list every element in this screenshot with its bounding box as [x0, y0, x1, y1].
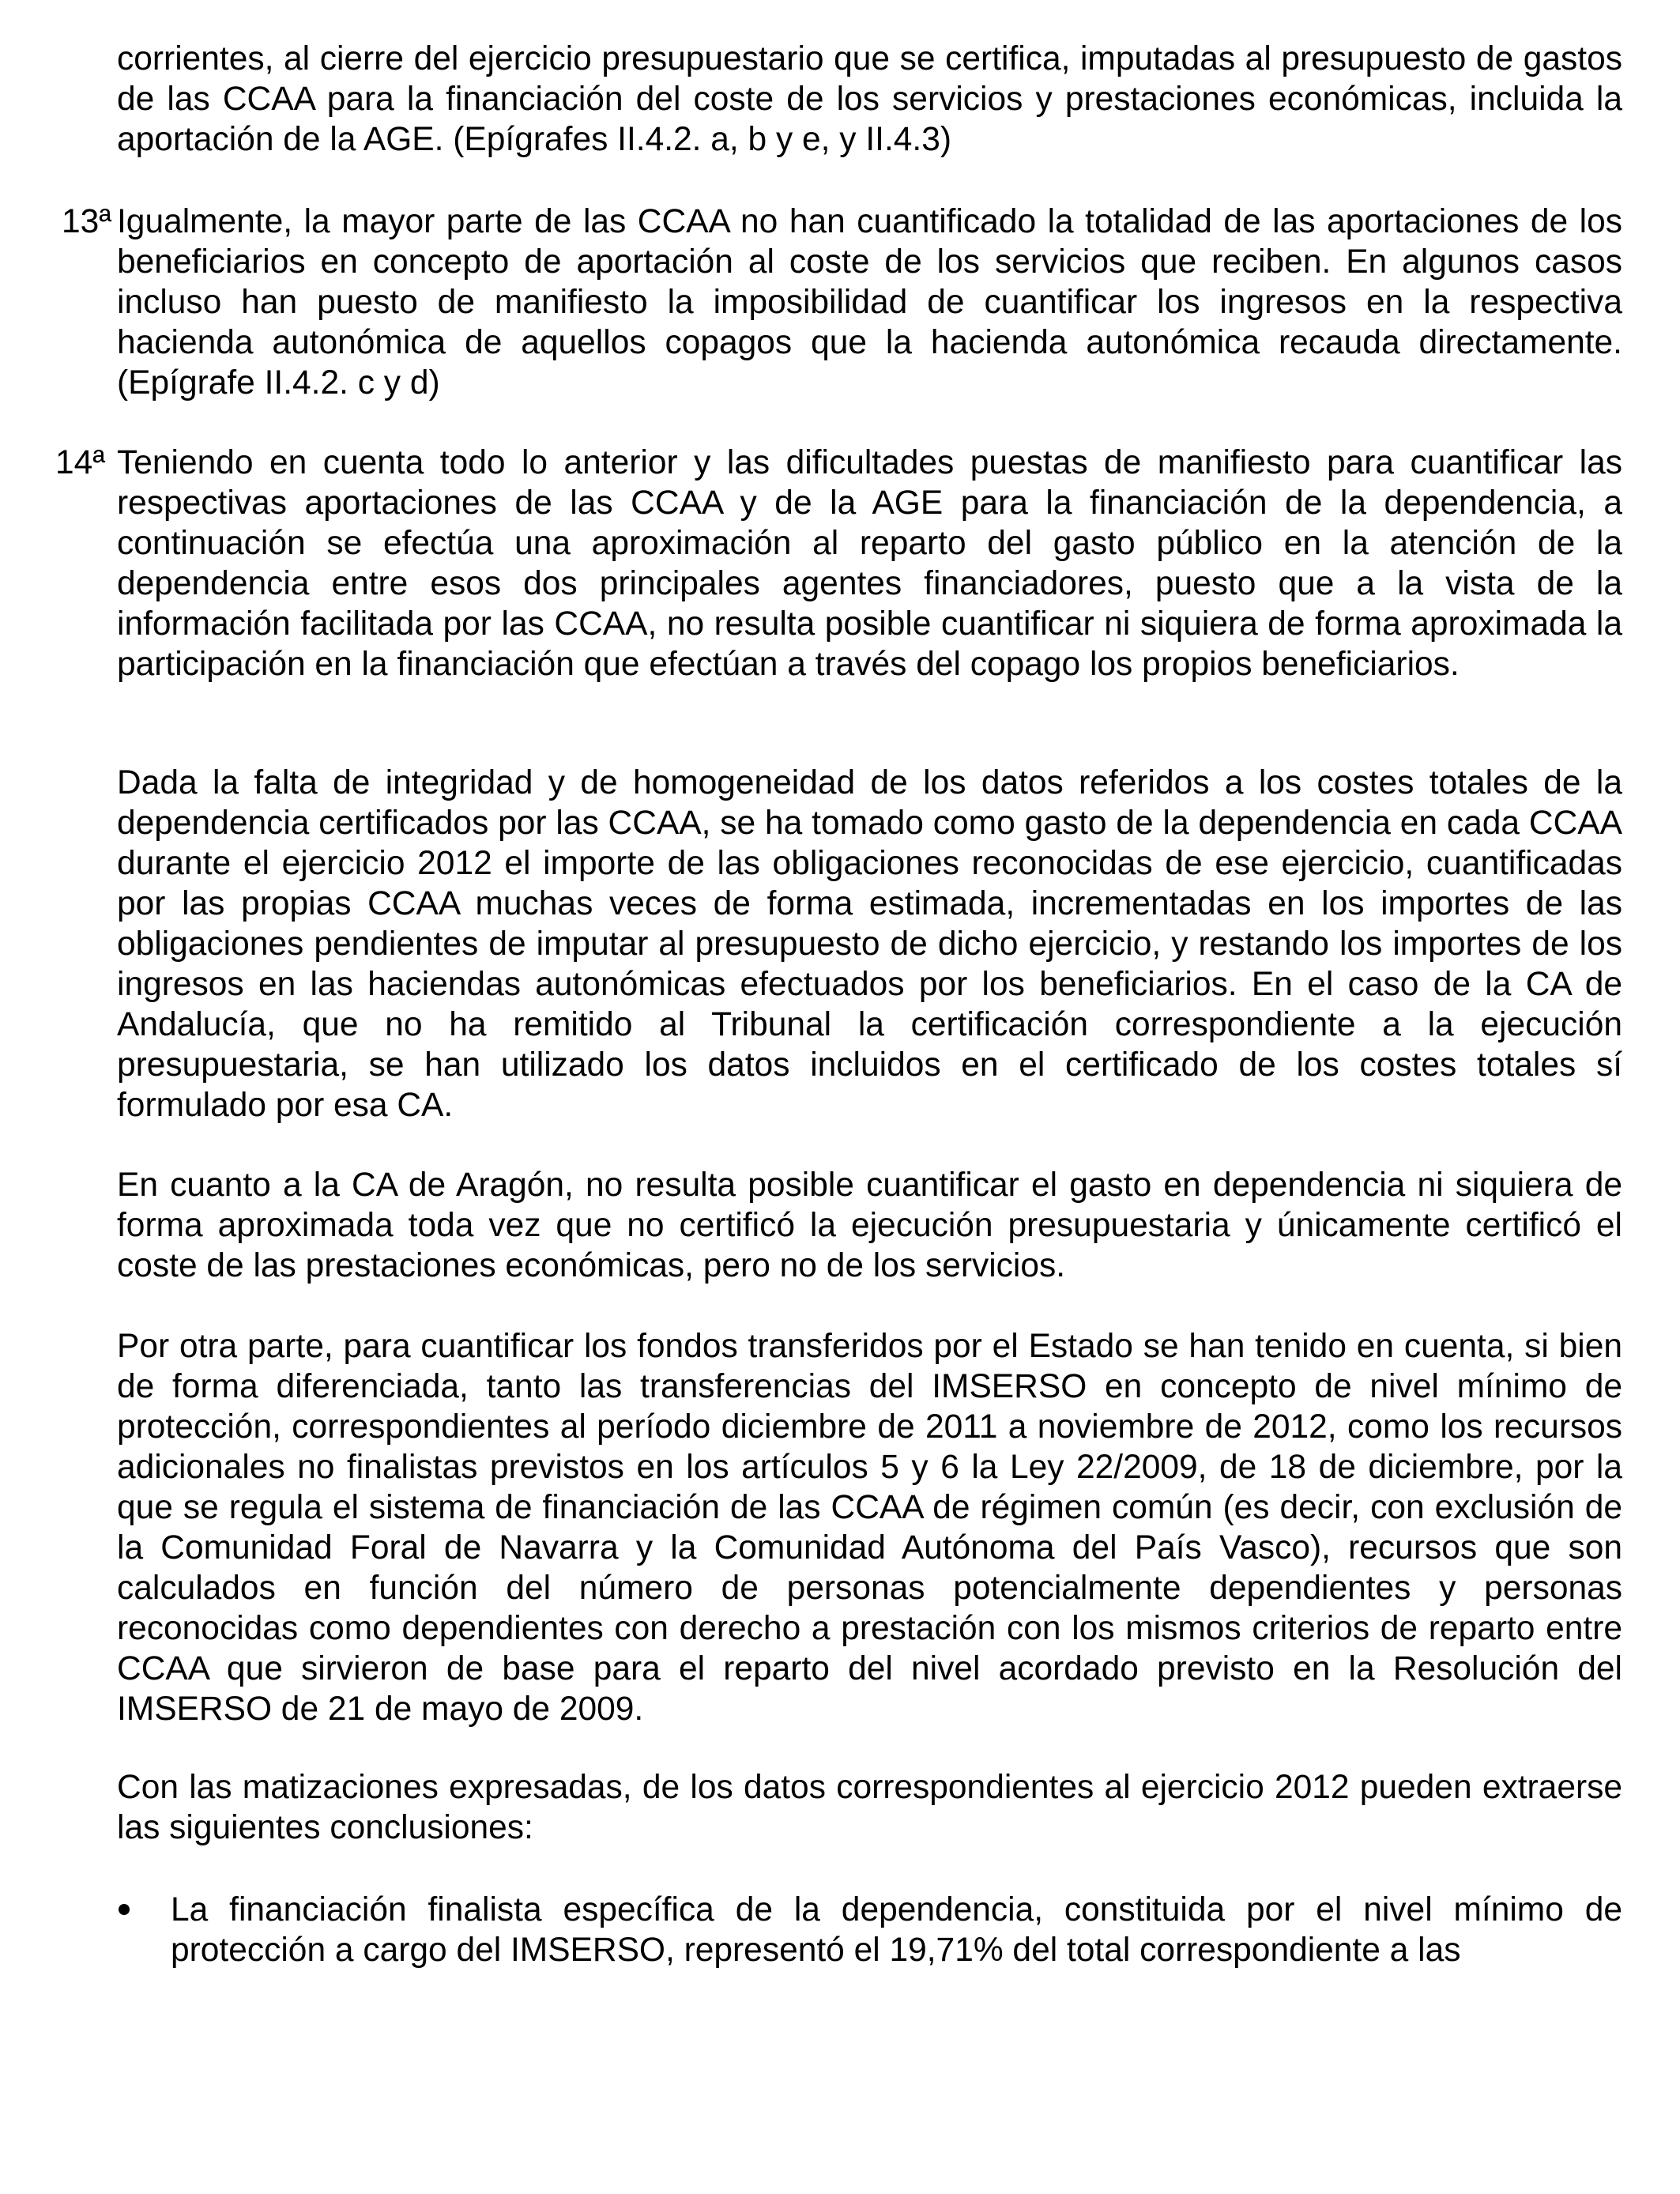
item-13-paragraph: Igualmente, la mayor parte de las CCAA no han cuantificado la totalidad de las aportaciones de los beneficiarios en concepto de aportación al coste de los servicios que reciben. En algunos casos incluso han puesto de manifiesto la imposibilidad de cuantificar los ingresos en la respectiva hacienda autonómica de aquellos copagos que la hacienda autonómica recauda directamente. (Epígrafe II.4.2. c y d) — [117, 203, 1622, 401]
conclusions-intro-paragraph: Con las matizaciones expresadas, de los datos correspondientes al ejercicio 2012 pueden extraerse las siguientes conclusiones: — [117, 1769, 1622, 1846]
item-14-number: 14ª — [55, 444, 106, 481]
item-14-paragraph: Teniendo en cuenta todo lo anterior y las dificultades puestas de manifiesto para cuantificar las respectivas aportaciones de las CCAA y de la AGE para la financiación de la dependencia, a continuación se efectúa una aproximación al reparto del gasto público en la atención de la dependencia entre esos dos principales agentes financiadores, puesto que a la vista de la información facilitada por las CCAA, no resulta posible cuantificar ni siquiera de forma aproximada la participación en la financiación que efectúan a través del copago los propios beneficiarios. — [117, 444, 1622, 683]
bullet-item-financing: La financiación finalista específica de la dependencia, constituida por el nivel mínimo de protección a cargo del IMSERSO, representó el 19,71% del total correspondiente a las — [171, 1891, 1622, 1969]
state-funds-paragraph: Por otra parte, para cuantificar los fondos transferidos por el Estado se han tenido en cuenta, si bien de forma diferenciada, tanto las transferencias del IMSERSO en concepto de nivel mínimo de protección, correspondientes al período diciembre de 2011 a noviembre de 2012, como los recursos adicionales no finalistas previstos en los artículos 5 y 6 la Ley 22/2009, de 18 de diciembre, por la que se regula el sistema de financiación de las CCAA de régimen común (es decir, con exclusión de la Comunidad Foral de Navarra y la Comunidad Autónoma del País Vasco), recursos que son calculados en función del número de personas potencialmente dependientes y personas reconocidas como dependientes con derecho a prestación con los mismos criterios de reparto entre CCAA que sirvieron de base para el reparto del nivel acordado previsto en la Resolución del IMSERSO de 21 de mayo de 2009. — [117, 1328, 1622, 1728]
bullet-icon — [119, 1904, 130, 1915]
aragon-paragraph: En cuanto a la CA de Aragón, no resulta posible cuantificar el gasto en dependencia ni siquiera de forma aproximada toda vez que no certificó la ejecución presupuestaria y únicamente certificó el coste de las prestaciones económicas, pero no de los servicios. — [117, 1167, 1622, 1284]
intro-paragraph: corrientes, al cierre del ejercicio presupuestario que se certifica, imputadas al presupuesto de gastos de las CCAA para la financiación del coste de los servicios y prestaciones económicas, incluida la aportación de la AGE. (Epígrafes II.4.2. a, b y e, y II.4.3) — [117, 40, 1622, 158]
item-13-number: 13ª — [62, 203, 112, 240]
costs-paragraph: Dada la falta de integridad y de homogeneidad de los datos referidos a los costes totales de la dependencia certificados por las CCAA, se ha tomado como gasto de la dependencia en cada CCAA durante el ejercicio 2012 el importe de las obligaciones reconocidas de ese ejercicio, cuantificadas por las propias CCAA muchas veces de forma estimada, incrementadas en los importes de las obligaciones pendientes de imputar al presupuesto de dicho ejercicio, y restando los importes de los ingresos en las haciendas autonómicas efectuados por los beneficiarios. En el caso de la CA de Andalucía, que no ha remitido al Tribunal la certificación correspondiente a la ejecución presupuestaria, se han utilizado los datos incluidos en el certificado de los costes totales sí formulado por esa CA. — [117, 764, 1622, 1124]
